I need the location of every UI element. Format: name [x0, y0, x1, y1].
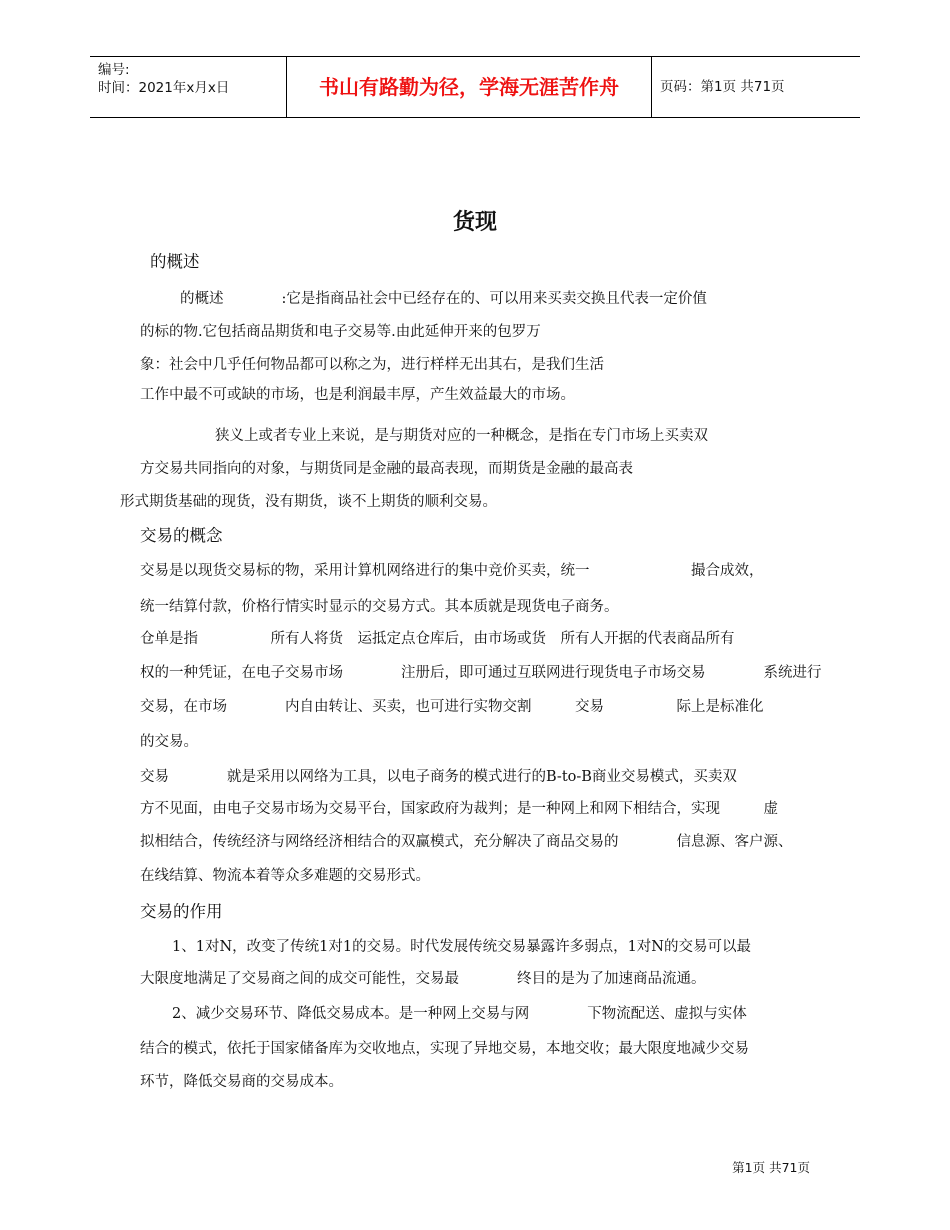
paragraph-line: 的交易。	[140, 734, 198, 750]
number-label: 编号:	[98, 62, 130, 78]
motto: 书山有路勤为径，学海无涯苦作舟	[286, 57, 652, 117]
paragraph-line: 的概述 :它是指商品社会中已经存在的、可以用来买卖交换且代表一定价值	[180, 291, 707, 307]
paragraph-line: 2、减少交易环节、降低交易成本。是一种网上交易与网 下物流配送、虚拟与实体	[172, 1006, 747, 1022]
paragraph-line: 在线结算、物流本着等众多难题的交易形式。	[140, 868, 430, 884]
paragraph-line: 交易是以现货交易标的物，采用计算机网络进行的集中竞价买卖，统一 撮合成效，	[140, 563, 764, 579]
paragraph-line: 方不见面，由电子交易市场为交易平台，国家政府为裁判；是一种网上和网下相结合，实现 虚	[140, 801, 778, 817]
section-heading: 交易的作用	[140, 902, 223, 921]
page-footer: 第1页 共71页	[732, 1160, 810, 1175]
section-heading: 的概述	[150, 252, 200, 271]
paragraph-line: 权的一种凭证，在电子交易市场 注册后，即可通过互联网进行现货电子市场交易 系统进行	[140, 665, 822, 681]
paragraph-line: 交易，在市场 内自由转让、买卖，也可进行实物交割 交易 际上是标准化	[140, 699, 764, 715]
paragraph-line: 方交易共同指向的对象，与期货同是金融的最高表现，而期货是金融的最高表	[140, 461, 633, 477]
paragraph-line: 仓单是指 所有人将货 运抵定点仓库后，由市场或货 所有人开据的代表商品所有	[140, 631, 735, 647]
paragraph-line: 拟相结合，传统经济与网络经济相结合的双赢模式，充分解决了商品交易的 信息源、客户源、	[140, 834, 793, 850]
paragraph-line: 统一结算付款，价格行情实时显示的交易方式。其本质就是现货电子商务。	[140, 599, 619, 615]
time-label: 时间：2021年x月x日	[98, 80, 230, 96]
page-title: 货现	[452, 210, 497, 235]
paragraph-line: 工作中最不可或缺的市场，也是利润最丰厚，产生效益最大的市场。	[140, 387, 575, 403]
paragraph-line: 结合的模式，依托于国家储备库为交收地点，实现了异地交易，本地交收；最大限度地减少交易	[140, 1041, 749, 1057]
header-table	[90, 56, 860, 118]
header-left-cell	[90, 57, 286, 117]
paragraph-line: 狭义上或者专业上来说，是与期货对应的一种概念，是指在专门市场上买卖双	[215, 428, 708, 444]
paragraph-line: 环节，降低交易商的交易成本。	[140, 1074, 343, 1090]
paragraph-line: 交易 就是采用以网络为工具，以电子商务的模式进行的B-to-B商业交易模式，买卖双	[140, 769, 737, 785]
paragraph-line: 的标的物.它包括商品期货和电子交易等.由此延伸开来的包罗万	[140, 324, 541, 340]
paragraph-line: 象：社会中几乎任何物品都可以称之为，进行样样无出其右，是我们生活	[140, 357, 604, 373]
paragraph-line: 1、1对N，改变了传统1对1的交易。时代发展传统交易暴露许多弱点，1对N的交易可以最	[172, 939, 751, 955]
section-heading: 交易的概念	[140, 526, 223, 545]
paragraph-line: 大限度地满足了交易商之间的成交可能性，交易最 终目的是为了加速商品流通。	[140, 971, 706, 987]
paragraph-line: 形式期货基础的现货，没有期货，谈不上期货的顺利交易。	[120, 494, 497, 510]
page-info: 页码：第1页 共71页	[660, 79, 785, 95]
